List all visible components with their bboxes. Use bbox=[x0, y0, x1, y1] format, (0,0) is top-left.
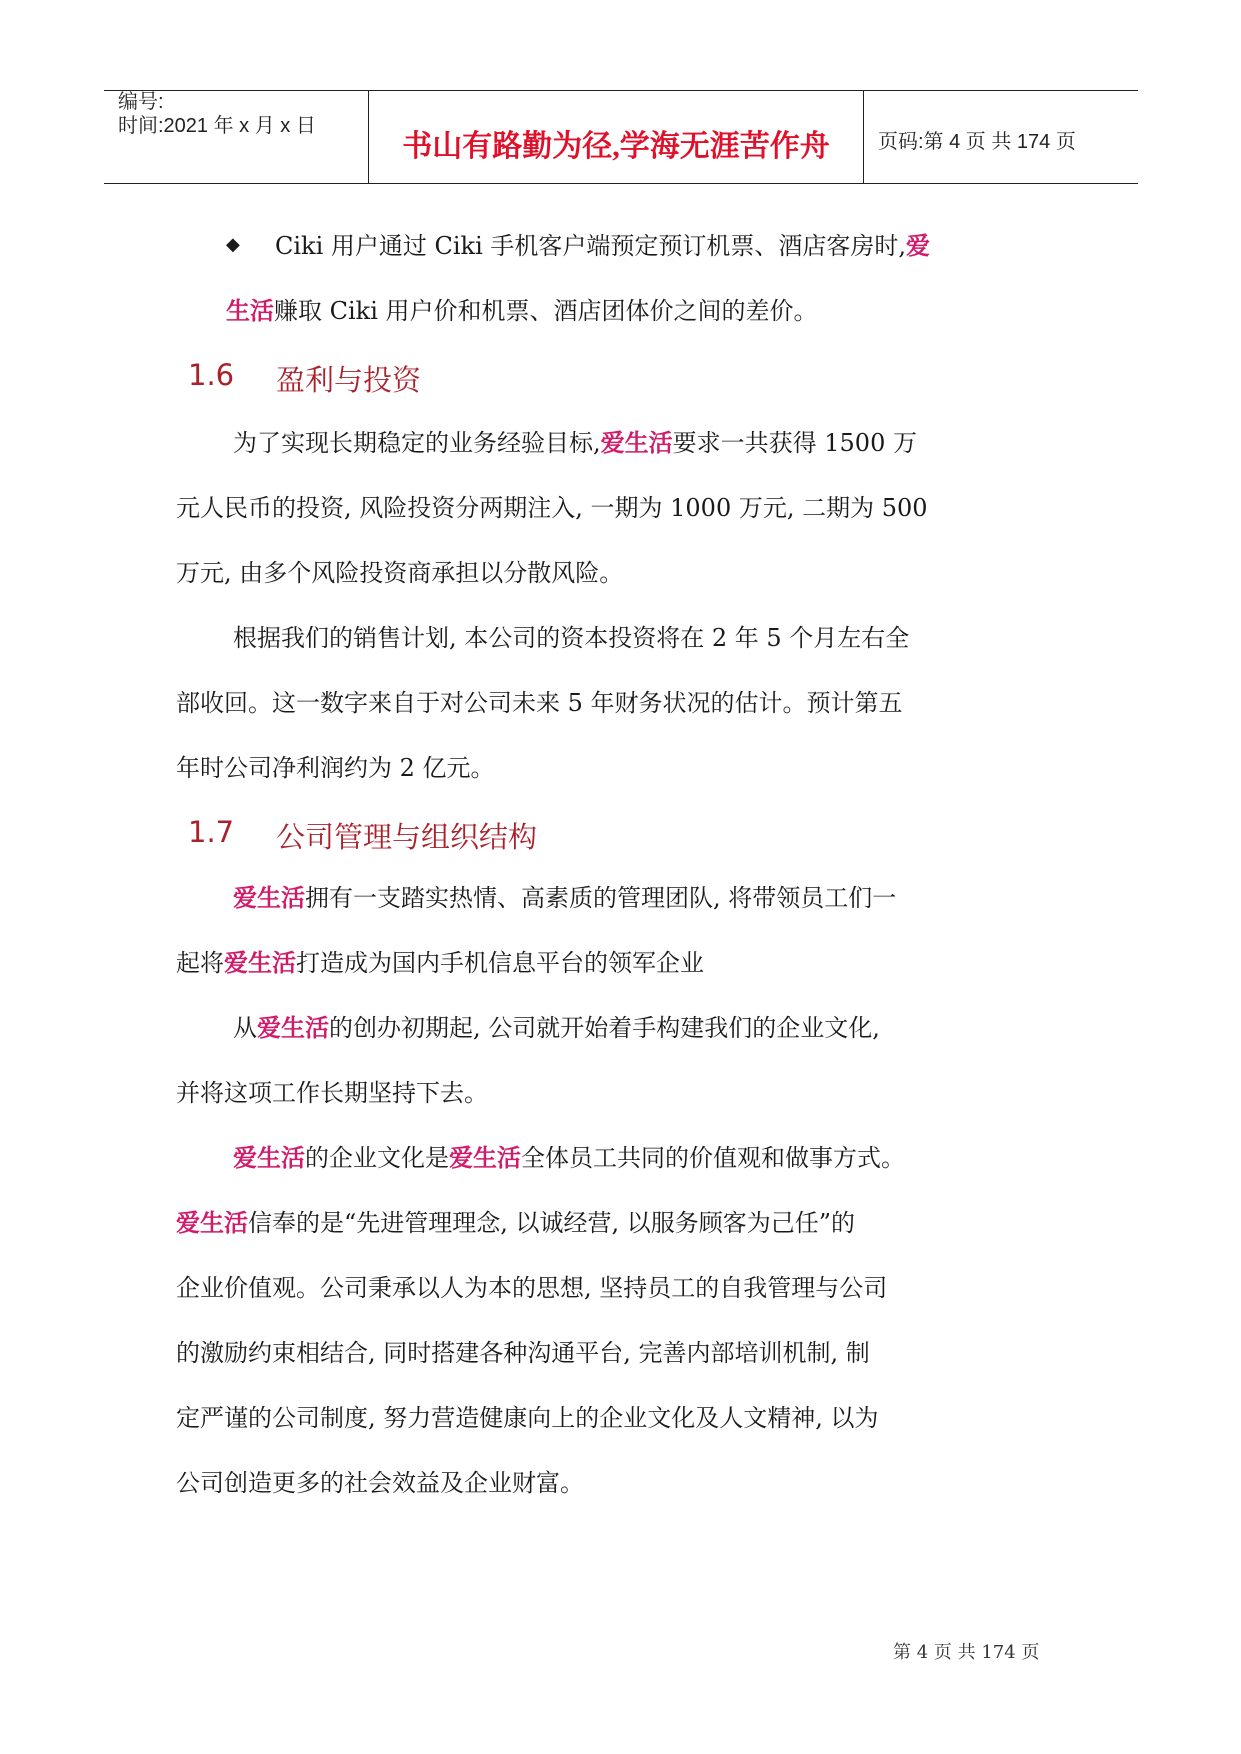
document-header bbox=[104, 90, 1138, 184]
p2-line-2: 元人民币的投资, 风险投资分两期注入, 一期为 1000 万元, 二期为 500 bbox=[176, 494, 928, 522]
time-label: 时间:2021 年 x 月 x 日 bbox=[118, 115, 316, 137]
p2-line-1 bbox=[233, 428, 1113, 458]
brand-name: 爱生活 bbox=[233, 1143, 305, 1172]
p3-line-2: 部收回。这一数字来自于对公司未来 5 年财务状况的估计。预计第五 bbox=[176, 689, 903, 717]
brand-name: 爱生活 bbox=[449, 1143, 521, 1172]
p2-line-3: 万元, 由多个风险投资商承担以分散风险。 bbox=[176, 559, 624, 587]
header-left-cell bbox=[104, 91, 368, 183]
text-run: 全体员工共同的价值观和做事方式。 bbox=[521, 1144, 905, 1172]
text-run: 为了实现长期稳定的业务经验目标, bbox=[233, 429, 601, 457]
text-run: 起将 bbox=[176, 949, 224, 977]
brand-name: 爱生活 bbox=[600, 428, 673, 457]
p3-line-3: 年时公司净利润约为 2 亿元。 bbox=[176, 754, 495, 782]
brand-name: 爱生活 bbox=[233, 883, 305, 912]
text-run: Ciki 用户通过 Ciki 手机客户端预定预订机票、酒店客房时, bbox=[275, 232, 907, 260]
p6-line-2 bbox=[176, 1208, 1056, 1238]
page-code: 页码:第 4 页 共 174 页 bbox=[878, 131, 1076, 153]
p6-line-4: 的激励约束相结合, 同时搭建各种沟通平台, 完善内部培训机制, 制 bbox=[176, 1339, 870, 1367]
p6-line-1 bbox=[233, 1143, 1113, 1173]
header-middle-cell bbox=[368, 91, 864, 183]
brand-name: 爱 bbox=[906, 231, 931, 260]
brand-name: 爱生活 bbox=[176, 1208, 248, 1237]
p1-line-1 bbox=[275, 231, 1155, 261]
brand-name: 爱生活 bbox=[257, 1013, 329, 1042]
text-run: 打造成为国内手机信息平台的领军企业 bbox=[296, 949, 704, 977]
text-run: 的企业文化是 bbox=[305, 1144, 449, 1172]
p5-line-1 bbox=[233, 1013, 1113, 1043]
section-number-1-7: 1.7 bbox=[188, 815, 235, 849]
brand-name: 爱生活 bbox=[224, 948, 296, 977]
p4-line-2 bbox=[176, 948, 1056, 978]
motto: 书山有路勤为径,学海无涯苦作舟 bbox=[402, 130, 830, 163]
header-right-cell bbox=[862, 91, 1138, 183]
text-run: 信奉的是“先进管理理念, 以诚经营, 以服务顾客为己任”的 bbox=[248, 1209, 856, 1237]
page-footer: 第 4 页 共 174 页 bbox=[893, 1642, 1040, 1663]
number-label: 编号: bbox=[118, 91, 164, 113]
p5-line-2: 并将这项工作长期坚持下去。 bbox=[176, 1079, 488, 1107]
text-run: 要求一共获得 1500 万 bbox=[672, 429, 917, 457]
section-number-1-6: 1.6 bbox=[188, 358, 235, 392]
p4-line-1 bbox=[233, 883, 1113, 913]
p6-line-6: 公司创造更多的社会效益及企业财富。 bbox=[176, 1469, 584, 1497]
text-run: 赚取 Ciki 用户价和机票、酒店团体价之间的差价。 bbox=[274, 297, 818, 325]
p6-line-5: 定严谨的公司制度, 努力营造健康向上的企业文化及人文精神, 以为 bbox=[176, 1404, 879, 1432]
bullet-diamond-icon: ◆ bbox=[226, 234, 240, 255]
text-run: 的创办初期起, 公司就开始着手构建我们的企业文化, bbox=[329, 1014, 880, 1042]
text-run: 拥有一支踏实热情、高素质的管理团队, 将带领员工们一 bbox=[305, 884, 897, 912]
p3-line-1: 根据我们的销售计划, 本公司的资本投资将在 2 年 5 个月左右全 bbox=[233, 624, 910, 652]
p1-line-2 bbox=[226, 296, 1106, 326]
text-run: 从 bbox=[233, 1014, 257, 1042]
section-title-1-6: 盈利与投资 bbox=[276, 363, 422, 397]
brand-name: 生活 bbox=[226, 296, 274, 325]
section-title-1-7: 公司管理与组织结构 bbox=[276, 820, 538, 854]
p6-line-3: 企业价值观。公司秉承以人为本的思想, 坚持员工的自我管理与公司 bbox=[176, 1274, 888, 1302]
